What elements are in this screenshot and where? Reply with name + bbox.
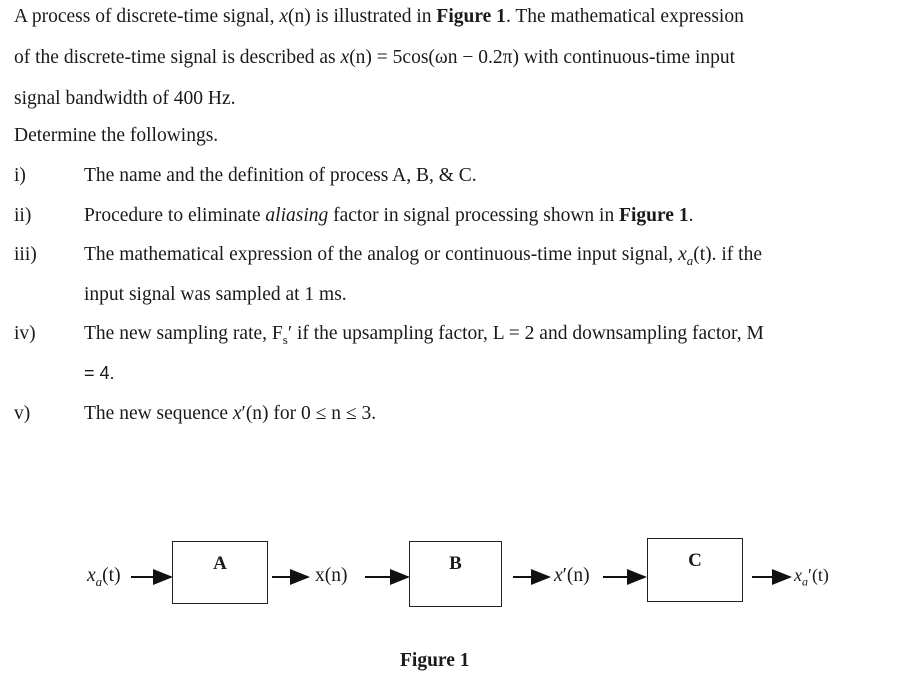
var-n: ′(n) xyxy=(562,565,590,586)
q-text: Procedure to eliminate xyxy=(84,205,266,226)
figure-ref: Figure 1 xyxy=(619,205,689,226)
q-sub: a xyxy=(686,252,694,268)
var-x: x xyxy=(87,565,96,586)
question-iv-text-2: = 4. xyxy=(84,363,115,383)
intro-var-x: x xyxy=(279,6,289,27)
intro-var-x: x xyxy=(340,47,350,68)
var-x: x xyxy=(794,565,802,585)
q-italic: aliasing xyxy=(265,205,329,226)
block-A-label: A xyxy=(213,553,227,574)
sub-a: a xyxy=(802,574,808,589)
determine-heading: Determine the followings. xyxy=(14,125,219,146)
xn-label: x(n) xyxy=(315,565,348,586)
figure-ref: Figure 1 xyxy=(436,6,506,27)
intro-text: (n) is illustrated in xyxy=(288,6,437,27)
intro-text: of the discrete-time signal is described as xyxy=(14,47,341,68)
intro-line-3: signal bandwidth of 400 Hz. xyxy=(14,88,236,109)
question-number: iv) xyxy=(14,323,36,344)
block-C-label: C xyxy=(688,550,702,571)
question-number: iii) xyxy=(14,244,37,265)
block-B-label: B xyxy=(449,553,462,574)
question-number: ii) xyxy=(14,205,32,226)
q-text: ′(n) for 0 ≤ n ≤ 3. xyxy=(241,403,377,424)
q-text: The new sequence xyxy=(84,403,233,424)
q-var-x: x xyxy=(232,403,242,424)
q-text: . xyxy=(688,205,694,226)
input-signal-label xyxy=(87,565,121,590)
q-text: factor in signal processing shown in xyxy=(328,205,620,226)
block-C xyxy=(647,538,743,602)
q-text: ′ if the upsampling factor, L = 2 and downsampling factor, M xyxy=(287,323,764,344)
output-signal-label xyxy=(794,565,829,590)
sub-a: a xyxy=(95,573,103,589)
block-A xyxy=(172,541,268,604)
question-iii-text-2: input signal was sampled at 1 ms. xyxy=(84,284,347,305)
intro-text: . The mathematical expression xyxy=(505,6,744,27)
question-number: i) xyxy=(14,165,26,186)
q-text: (t). if the xyxy=(693,244,762,265)
intro-equation: (n) = 5cos(ωn − 0.2π) with continuous-time input xyxy=(349,47,736,68)
q-text: The new sampling rate, F xyxy=(84,323,283,344)
block-B xyxy=(409,541,502,607)
var-x: x xyxy=(554,565,563,586)
q-sub: s xyxy=(282,331,288,347)
figure-caption: Figure 1 xyxy=(400,650,470,671)
q-text: The mathematical expression of the analog or continuous-time input signal, xyxy=(84,244,679,265)
var-t: (t) xyxy=(102,565,121,586)
var-t: ′(t) xyxy=(808,565,829,585)
question-i-text: The name and the definition of process A, B, & C. xyxy=(84,165,477,186)
question-number: v) xyxy=(14,403,31,424)
intro-text: A process of discrete-time signal, xyxy=(14,6,280,27)
xprime-n-label xyxy=(554,565,590,587)
q-var-x: x xyxy=(678,244,687,265)
